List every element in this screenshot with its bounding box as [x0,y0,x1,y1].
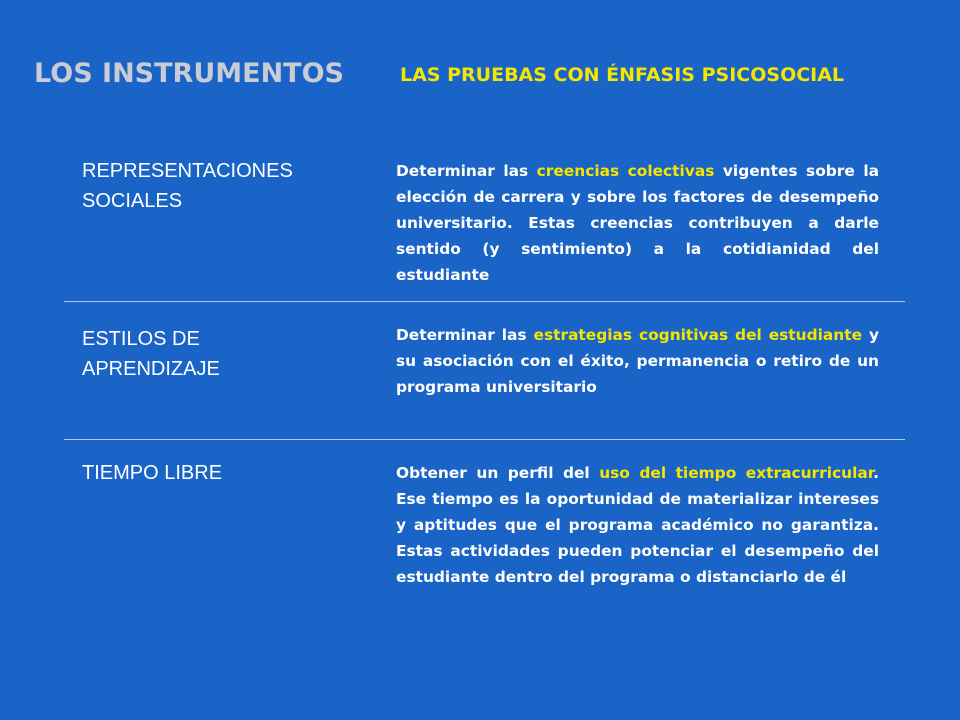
row-label-line2: SOCIALES [82,190,183,212]
row-label-representaciones-sociales [82,156,372,216]
row-label-line2: APRENDIZAJE [82,358,220,380]
row-label-line1: REPRESENTACIONES [82,160,293,182]
slide-subtitle: LAS PRUEBAS CON ÉNFASIS PSICOSOCIAL [400,64,845,86]
description-text: . Ese tiempo es la oportunidad de materializar intereses y aptitudes que el programa académico no garantiza. Estas actividades pueden potenciar el desempeño del estudiante dentro del programa o distanciarlo de él [396,464,879,586]
row-description-representaciones-sociales [396,158,879,288]
row-label-estilos-aprendizaje [82,324,372,384]
description-text: Determinar las [396,162,537,180]
row-divider [64,439,905,440]
highlighted-term: uso del tiempo extracurricular [599,464,874,482]
description-text: vigentes sobre la elección de carrera y sobre los factores de desempeño universitario. Estas creencias contribuyen a darle sentido (y sentimiento) a la cotidianidad del estudiante [396,162,879,284]
row-label-line1: TIEMPO LIBRE [82,462,223,484]
highlighted-term: estrategias cognitivas del estudiante [533,326,863,344]
row-divider [64,301,905,302]
description-text: Obtener un perfil del [396,464,600,482]
slide-title: LOS INSTRUMENTOS [34,58,344,89]
row-label-line1: ESTILOS DE [82,328,200,350]
description-text: y su asociación con el éxito, permanencia o retiro de un programa universitario [396,326,879,396]
description-text: Determinar las [396,326,534,344]
row-description-estilos-aprendizaje [396,322,879,400]
row-description-tiempo-libre [396,460,879,590]
row-label-tiempo-libre [82,458,372,488]
highlighted-term: creencias colectivas [536,162,715,180]
